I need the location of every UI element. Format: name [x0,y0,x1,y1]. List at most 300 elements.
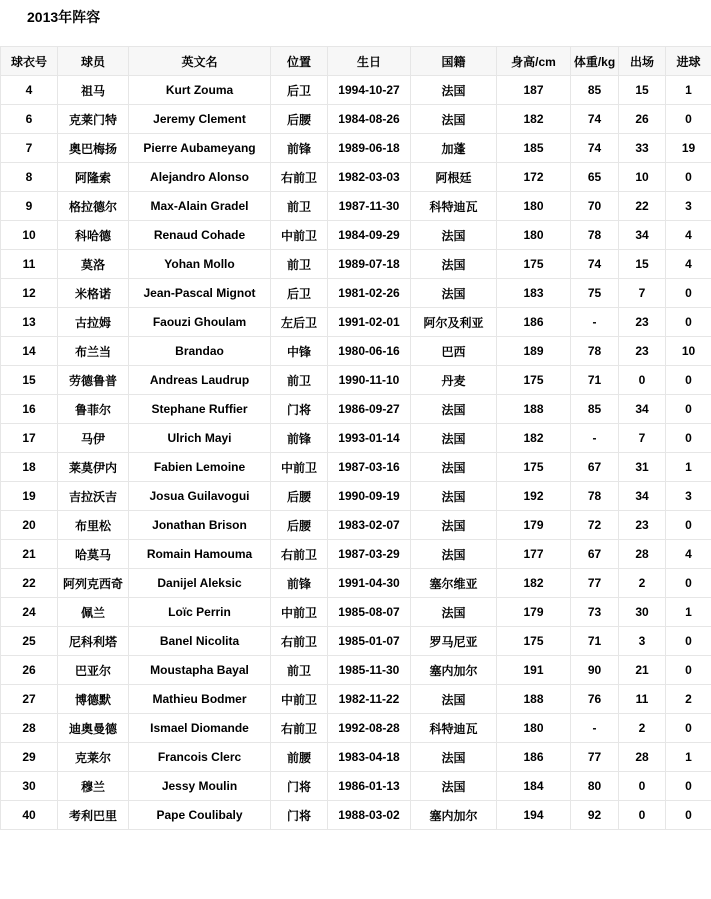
table-row [1,801,711,830]
cell-jersey_number: 20 [1,511,58,540]
cell-weight_kg: 71 [571,366,619,395]
cell-appearances: 23 [619,308,666,337]
cell-player_cn: 迪奥曼德 [58,714,129,743]
table-row [1,308,711,337]
cell-player_en: Kurt Zouma [129,76,271,105]
cell-player_en: Renaud Cohade [129,221,271,250]
cell-appearances: 33 [619,134,666,163]
cell-appearances: 2 [619,569,666,598]
cell-birthday: 1984-09-29 [328,221,411,250]
cell-birthday: 1980-06-16 [328,337,411,366]
cell-goals: 0 [666,105,711,134]
cell-nationality: 法国 [411,76,497,105]
cell-goals: 1 [666,453,711,482]
cell-height_cm: 188 [497,395,571,424]
column-header-weight_kg: 体重/kg [571,47,619,76]
cell-weight_kg: 85 [571,76,619,105]
cell-goals: 0 [666,714,711,743]
cell-position: 前卫 [271,366,328,395]
table-row [1,627,711,656]
cell-weight_kg: 74 [571,105,619,134]
cell-appearances: 26 [619,105,666,134]
cell-player_en: Mathieu Bodmer [129,685,271,714]
cell-player_cn: 博德默 [58,685,129,714]
cell-nationality: 科特迪瓦 [411,714,497,743]
cell-weight_kg: 71 [571,627,619,656]
cell-jersey_number: 18 [1,453,58,482]
cell-birthday: 1990-11-10 [328,366,411,395]
cell-jersey_number: 25 [1,627,58,656]
cell-nationality: 罗马尼亚 [411,627,497,656]
table-row [1,134,711,163]
cell-height_cm: 182 [497,569,571,598]
cell-jersey_number: 12 [1,279,58,308]
table-body [1,76,711,830]
cell-player_cn: 吉拉沃吉 [58,482,129,511]
cell-goals: 0 [666,801,711,830]
cell-jersey_number: 17 [1,424,58,453]
cell-weight_kg: 72 [571,511,619,540]
cell-jersey_number: 40 [1,801,58,830]
cell-height_cm: 175 [497,366,571,395]
cell-player_en: Jessy Moulin [129,772,271,801]
cell-birthday: 1985-08-07 [328,598,411,627]
cell-jersey_number: 8 [1,163,58,192]
cell-player_cn: 莫洛 [58,250,129,279]
cell-player_cn: 佩兰 [58,598,129,627]
cell-nationality: 法国 [411,540,497,569]
cell-weight_kg: 76 [571,685,619,714]
cell-nationality: 法国 [411,250,497,279]
cell-birthday: 1987-03-29 [328,540,411,569]
cell-jersey_number: 19 [1,482,58,511]
cell-player_cn: 古拉姆 [58,308,129,337]
table-row [1,598,711,627]
cell-nationality: 法国 [411,743,497,772]
cell-appearances: 34 [619,221,666,250]
cell-player_en: Romain Hamouma [129,540,271,569]
cell-goals: 0 [666,511,711,540]
cell-player_en: Brandao [129,337,271,366]
cell-player_cn: 米格诺 [58,279,129,308]
cell-goals: 0 [666,424,711,453]
cell-player_cn: 奥巴梅扬 [58,134,129,163]
cell-position: 前锋 [271,134,328,163]
cell-birthday: 1989-06-18 [328,134,411,163]
cell-position: 中前卫 [271,685,328,714]
table-row [1,105,711,134]
cell-player_cn: 尼科利塔 [58,627,129,656]
cell-weight_kg: 77 [571,743,619,772]
cell-goals: 4 [666,221,711,250]
cell-goals: 0 [666,656,711,685]
cell-player_cn: 科哈德 [58,221,129,250]
cell-height_cm: 186 [497,743,571,772]
cell-goals: 0 [666,308,711,337]
cell-jersey_number: 21 [1,540,58,569]
column-header-position: 位置 [271,47,328,76]
cell-height_cm: 186 [497,308,571,337]
cell-jersey_number: 16 [1,395,58,424]
cell-jersey_number: 29 [1,743,58,772]
cell-weight_kg: 78 [571,482,619,511]
cell-player_cn: 布兰当 [58,337,129,366]
cell-jersey_number: 22 [1,569,58,598]
cell-jersey_number: 13 [1,308,58,337]
cell-birthday: 1988-03-02 [328,801,411,830]
cell-goals: 0 [666,366,711,395]
cell-weight_kg: - [571,424,619,453]
cell-jersey_number: 26 [1,656,58,685]
cell-player_en: Banel Nicolita [129,627,271,656]
cell-player_cn: 克莱门特 [58,105,129,134]
cell-player_cn: 马伊 [58,424,129,453]
cell-height_cm: 172 [497,163,571,192]
cell-position: 前卫 [271,656,328,685]
cell-jersey_number: 28 [1,714,58,743]
cell-weight_kg: 74 [571,250,619,279]
column-header-goals: 进球 [666,47,711,76]
cell-nationality: 法国 [411,685,497,714]
column-header-nationality: 国籍 [411,47,497,76]
cell-weight_kg: 78 [571,221,619,250]
cell-position: 前锋 [271,569,328,598]
cell-height_cm: 189 [497,337,571,366]
cell-weight_kg: 75 [571,279,619,308]
cell-position: 前腰 [271,743,328,772]
cell-player_cn: 阿隆索 [58,163,129,192]
cell-weight_kg: 78 [571,337,619,366]
cell-height_cm: 180 [497,714,571,743]
cell-height_cm: 191 [497,656,571,685]
cell-weight_kg: - [571,308,619,337]
column-header-appearances: 出场 [619,47,666,76]
cell-player_cn: 鲁菲尔 [58,395,129,424]
cell-goals: 4 [666,540,711,569]
table-row [1,395,711,424]
cell-birthday: 1992-08-28 [328,714,411,743]
cell-position: 右前卫 [271,714,328,743]
cell-height_cm: 182 [497,424,571,453]
column-header-height_cm: 身高/cm [497,47,571,76]
cell-position: 中前卫 [271,453,328,482]
cell-weight_kg: 65 [571,163,619,192]
cell-player_en: Josua Guilavogui [129,482,271,511]
cell-birthday: 1986-09-27 [328,395,411,424]
cell-weight_kg: 92 [571,801,619,830]
cell-nationality: 塞尔维亚 [411,569,497,598]
cell-nationality: 法国 [411,598,497,627]
cell-nationality: 加蓬 [411,134,497,163]
cell-player_en: Jeremy Clement [129,105,271,134]
table-header [1,47,711,76]
cell-player_cn: 考利巴里 [58,801,129,830]
cell-jersey_number: 4 [1,76,58,105]
cell-birthday: 1987-03-16 [328,453,411,482]
cell-birthday: 1981-02-26 [328,279,411,308]
cell-birthday: 1990-09-19 [328,482,411,511]
cell-birthday: 1994-10-27 [328,76,411,105]
cell-nationality: 法国 [411,221,497,250]
cell-player_en: Francois Clerc [129,743,271,772]
cell-jersey_number: 10 [1,221,58,250]
column-header-player_en: 英文名 [129,47,271,76]
cell-height_cm: 187 [497,76,571,105]
table-row [1,279,711,308]
cell-player_en: Loïc Perrin [129,598,271,627]
cell-goals: 0 [666,163,711,192]
cell-position: 中锋 [271,337,328,366]
cell-appearances: 2 [619,714,666,743]
cell-appearances: 7 [619,424,666,453]
cell-birthday: 1991-04-30 [328,569,411,598]
cell-nationality: 巴西 [411,337,497,366]
cell-goals: 0 [666,395,711,424]
cell-weight_kg: 67 [571,540,619,569]
header-row [1,47,711,76]
table-row [1,250,711,279]
cell-appearances: 23 [619,337,666,366]
table-row [1,163,711,192]
table-row [1,221,711,250]
cell-goals: 3 [666,192,711,221]
cell-weight_kg: 73 [571,598,619,627]
cell-height_cm: 179 [497,598,571,627]
cell-nationality: 法国 [411,105,497,134]
cell-jersey_number: 9 [1,192,58,221]
cell-nationality: 法国 [411,424,497,453]
cell-height_cm: 192 [497,482,571,511]
cell-birthday: 1989-07-18 [328,250,411,279]
cell-goals: 10 [666,337,711,366]
cell-appearances: 31 [619,453,666,482]
cell-jersey_number: 6 [1,105,58,134]
cell-appearances: 15 [619,76,666,105]
cell-jersey_number: 11 [1,250,58,279]
cell-player_en: Faouzi Ghoulam [129,308,271,337]
cell-position: 左后卫 [271,308,328,337]
cell-height_cm: 180 [497,221,571,250]
cell-appearances: 11 [619,685,666,714]
table-row [1,743,711,772]
table-row [1,453,711,482]
cell-goals: 1 [666,598,711,627]
squad-table [0,46,711,830]
cell-appearances: 0 [619,366,666,395]
cell-position: 前卫 [271,250,328,279]
cell-weight_kg: 90 [571,656,619,685]
cell-nationality: 阿尔及利亚 [411,308,497,337]
cell-player_en: Yohan Mollo [129,250,271,279]
cell-goals: 3 [666,482,711,511]
cell-nationality: 法国 [411,453,497,482]
cell-appearances: 15 [619,250,666,279]
cell-birthday: 1983-04-18 [328,743,411,772]
cell-nationality: 法国 [411,772,497,801]
cell-height_cm: 184 [497,772,571,801]
cell-height_cm: 188 [497,685,571,714]
cell-player_cn: 哈莫马 [58,540,129,569]
cell-appearances: 0 [619,801,666,830]
cell-jersey_number: 7 [1,134,58,163]
cell-player_cn: 莱莫伊内 [58,453,129,482]
table-row [1,366,711,395]
cell-appearances: 22 [619,192,666,221]
cell-height_cm: 175 [497,453,571,482]
cell-position: 后卫 [271,76,328,105]
cell-position: 右前卫 [271,163,328,192]
cell-position: 前卫 [271,192,328,221]
table-row [1,337,711,366]
cell-appearances: 34 [619,482,666,511]
cell-player_en: Andreas Laudrup [129,366,271,395]
cell-player_en: Jean-Pascal Mignot [129,279,271,308]
cell-position: 右前卫 [271,540,328,569]
cell-player_en: Pierre Aubameyang [129,134,271,163]
cell-position: 前锋 [271,424,328,453]
cell-player_en: Jonathan Brison [129,511,271,540]
cell-position: 后腰 [271,482,328,511]
cell-player_en: Ulrich Mayi [129,424,271,453]
cell-player_cn: 克莱尔 [58,743,129,772]
cell-goals: 0 [666,279,711,308]
cell-goals: 4 [666,250,711,279]
cell-height_cm: 183 [497,279,571,308]
column-header-birthday: 生日 [328,47,411,76]
cell-position: 门将 [271,772,328,801]
cell-birthday: 1982-11-22 [328,685,411,714]
table-row [1,714,711,743]
cell-nationality: 法国 [411,482,497,511]
cell-weight_kg: 80 [571,772,619,801]
cell-player_en: Stephane Ruffier [129,395,271,424]
table-row [1,685,711,714]
cell-position: 门将 [271,801,328,830]
cell-position: 中前卫 [271,598,328,627]
cell-height_cm: 179 [497,511,571,540]
cell-height_cm: 175 [497,250,571,279]
cell-nationality: 法国 [411,279,497,308]
cell-player_en: Pape Coulibaly [129,801,271,830]
cell-nationality: 塞内加尔 [411,656,497,685]
column-header-player_cn: 球员 [58,47,129,76]
cell-appearances: 34 [619,395,666,424]
cell-player_cn: 祖马 [58,76,129,105]
cell-nationality: 法国 [411,395,497,424]
table-row [1,192,711,221]
table-row [1,511,711,540]
cell-height_cm: 182 [497,105,571,134]
cell-position: 右前卫 [271,627,328,656]
table-row [1,424,711,453]
cell-position: 中前卫 [271,221,328,250]
table-row [1,656,711,685]
cell-nationality: 阿根廷 [411,163,497,192]
cell-appearances: 28 [619,540,666,569]
cell-height_cm: 175 [497,627,571,656]
cell-appearances: 28 [619,743,666,772]
cell-height_cm: 177 [497,540,571,569]
cell-player_cn: 格拉德尔 [58,192,129,221]
cell-goals: 0 [666,627,711,656]
cell-birthday: 1982-03-03 [328,163,411,192]
cell-position: 门将 [271,395,328,424]
cell-birthday: 1985-01-07 [328,627,411,656]
cell-birthday: 1983-02-07 [328,511,411,540]
cell-birthday: 1993-01-14 [328,424,411,453]
cell-height_cm: 185 [497,134,571,163]
cell-birthday: 1986-01-13 [328,772,411,801]
cell-nationality: 丹麦 [411,366,497,395]
cell-weight_kg: 70 [571,192,619,221]
cell-goals: 0 [666,569,711,598]
cell-birthday: 1984-08-26 [328,105,411,134]
cell-player_cn: 劳德鲁普 [58,366,129,395]
cell-nationality: 科特迪瓦 [411,192,497,221]
cell-appearances: 0 [619,772,666,801]
cell-appearances: 30 [619,598,666,627]
cell-weight_kg: - [571,714,619,743]
cell-player_en: Danijel Aleksic [129,569,271,598]
cell-player_en: Alejandro Alonso [129,163,271,192]
cell-player_cn: 巴亚尔 [58,656,129,685]
table-row [1,569,711,598]
cell-weight_kg: 85 [571,395,619,424]
cell-position: 后腰 [271,105,328,134]
cell-birthday: 1991-02-01 [328,308,411,337]
page-title: 2013年阵容 [27,9,101,25]
cell-jersey_number: 27 [1,685,58,714]
cell-player_en: Ismael Diomande [129,714,271,743]
cell-nationality: 塞内加尔 [411,801,497,830]
cell-player_cn: 布里松 [58,511,129,540]
cell-position: 后卫 [271,279,328,308]
cell-goals: 0 [666,772,711,801]
cell-goals: 2 [666,685,711,714]
cell-player_en: Moustapha Bayal [129,656,271,685]
cell-goals: 19 [666,134,711,163]
cell-position: 后腰 [271,511,328,540]
cell-weight_kg: 77 [571,569,619,598]
column-header-jersey_number: 球衣号 [1,47,58,76]
cell-appearances: 21 [619,656,666,685]
cell-height_cm: 180 [497,192,571,221]
table-row [1,482,711,511]
cell-player_cn: 穆兰 [58,772,129,801]
cell-weight_kg: 67 [571,453,619,482]
table-row [1,76,711,105]
cell-player_en: Fabien Lemoine [129,453,271,482]
cell-jersey_number: 30 [1,772,58,801]
cell-appearances: 10 [619,163,666,192]
cell-player_cn: 阿列克西奇 [58,569,129,598]
cell-appearances: 3 [619,627,666,656]
cell-birthday: 1987-11-30 [328,192,411,221]
table-row [1,772,711,801]
cell-height_cm: 194 [497,801,571,830]
cell-player_en: Max-Alain Gradel [129,192,271,221]
cell-nationality: 法国 [411,511,497,540]
table-row [1,540,711,569]
cell-jersey_number: 24 [1,598,58,627]
cell-appearances: 23 [619,511,666,540]
cell-birthday: 1985-11-30 [328,656,411,685]
cell-weight_kg: 74 [571,134,619,163]
cell-goals: 1 [666,76,711,105]
cell-jersey_number: 15 [1,366,58,395]
cell-jersey_number: 14 [1,337,58,366]
cell-appearances: 7 [619,279,666,308]
